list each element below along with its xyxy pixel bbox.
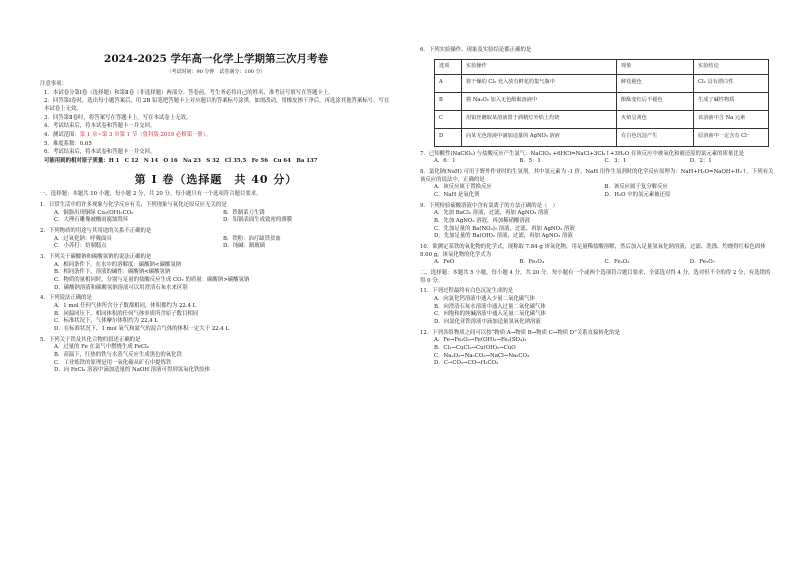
option: D．C→CO₂→CO→H₂CO₃ (434, 360, 499, 367)
table-cell: 火焰呈黄色 (617, 110, 694, 128)
table-cell: 向某无色溶液中滴加适量的 AgNO₃ 溶液 (462, 128, 617, 146)
option: D．向氯化亚铁溶液中滴加适量氢氧化钠溶液 (434, 319, 541, 326)
question-stem: 12．下列各组物质之间可以按“物质 A→物质 B→物质 C→物质 D”关系直接转化的是 (420, 329, 621, 336)
option: A．Fe→Fe₂O₃→Fe(OH)₃→Fe₂(SO₄)₃ (434, 337, 527, 344)
option: B．高温下，红热的铁与水蒸气反应生成黑色的氧化铁 (54, 352, 182, 359)
option: C．Fe₂O₃ (604, 259, 630, 266)
question-stem: 1．日常生活中的许多现象与化学反应有关，下列现象与氧化还原反应无关的是 (40, 202, 227, 208)
table-cell: C (435, 110, 462, 128)
option: B．铁粉：治疗缺铁贫血 (223, 235, 281, 242)
table-cell: Cl₂ 具有漂白性 (694, 74, 769, 92)
table-header-cell: 选项 (435, 59, 462, 74)
table-cell: B (435, 92, 462, 110)
option: C．标准状况下，气体摩尔体积约为 22.4 L (54, 318, 158, 325)
section-instruction: 一、选择题：本题共 10 小题，每小题 2 分，共 20 分。每小题只有一个选项符合题目要求。 (40, 191, 262, 198)
option: D．铝锅表面生成致密的薄膜 (223, 217, 293, 224)
option: A．相同条件下，在水中的溶解度：碳酸钠<碳酸氢钠 (54, 261, 182, 268)
option: C．大理石雕像被酸雨腐蚀毁坏 (54, 217, 129, 224)
table-cell: 原溶液中一定含有 Cl⁻ (694, 128, 769, 146)
question-stem: 5．下列关于铁及其化合物的叙述正确的是 (40, 336, 141, 343)
table-body (435, 74, 769, 146)
question-stem: 4．下列说法正确的是 (40, 295, 92, 302)
question-stem: 7．已知酸性(NaClO₃) 与盐酸反应产生氯气：NaClO₃ +6HCl=NaCl+3Cl₂↑+3H₂O 在该反应中被氧化和被还原的氯元素的质量比是 (420, 150, 745, 157)
options (420, 259, 775, 267)
option: A．1 mol 任何气体所含分子数都相同，体积都约为 22.4 L (54, 303, 197, 310)
experiment-table (434, 59, 769, 147)
table-cell: 用铂丝蘸取某溶液置于酒精灯外焰上灼烧 (462, 110, 617, 128)
question (420, 288, 775, 326)
table-header-cell: 现象 (617, 59, 694, 74)
options (420, 337, 775, 368)
section-title: 第 I 卷（选择题 共 40 分） (134, 172, 298, 186)
option: D．纯碱：制玻璃 (223, 243, 266, 250)
option: B．铁制菜刀生锈 (223, 209, 265, 216)
options (420, 210, 775, 241)
option: B．5：1 (519, 158, 541, 165)
question-stem: 8．氯化钠(NaH) 可用于野外作业时的生氢剂，其中氢元素为 -1 价。NaH 用作生氢剂时的化学反应原理为：NaH+H₂O=NaOH+H₂↑。下列有关该反应的说法中，正确的是 (420, 169, 774, 183)
option: A．该反应属于置换反应 (434, 184, 492, 191)
option: A．向氯化钙溶液中通入少量二氧化碳气体 (434, 296, 535, 303)
question-stem: 10．欲测定某铁的氧化物的化学式，现称取 7.84 g 该氧化物，用足量稀盐酸溶解，然后加入足量氢氧化钠溶液，过滤、洗涤、灼烧得红棕色固体 8.00 g，该氧化物的化学式为 (420, 244, 766, 258)
left-column (40, 38, 392, 375)
option: D．2：1 (689, 158, 712, 165)
table-cell: 有白色沉淀产生 (617, 128, 694, 146)
option: A．先加 BaCl₂ 溶液，过滤，再加 AgNO₃ 溶液 (434, 210, 549, 217)
options (40, 262, 392, 293)
option: A．FeO (434, 259, 455, 266)
option: A．6：1 (434, 158, 456, 165)
note-scope: 4．测试范围：第 1 章~第 3 章第 1 节（鲁科版 2019 必修第一册）。 (44, 132, 211, 139)
table-row (435, 128, 769, 146)
option: B．相同条件下，溶液的碱性：碳酸钠<碳酸氢钠 (54, 269, 171, 276)
right-column (420, 44, 775, 368)
question (420, 330, 775, 368)
question (420, 203, 775, 241)
note-item: 2．回答第Ⅰ卷时，选出每小题答案后，用 2B 铅笔把答题卡上对应题目的答案标号涂黑。如需改动，用橡皮擦干净后，再选涂其他答案标号。写在本试卷上无效。 (44, 98, 390, 113)
options (420, 296, 775, 327)
table-cell: D (435, 128, 462, 146)
option: B．向澄清石灰水溶液中通入过量二氧化碳气体 (434, 303, 546, 310)
option: D．H₂O 中的氢元素被还原 (604, 192, 671, 199)
option: C．物质的量相同时，分别与足量的盐酸反应生成 CO₂ 的质量：碳酸钠>碳酸氢钠 (54, 277, 250, 284)
table-cell: 生成了碱性物质 (694, 92, 769, 110)
options (420, 184, 775, 199)
options (40, 210, 392, 225)
note-item: 4．考试结束后，将本试卷和答题卡一并交回。 (44, 123, 156, 130)
options (40, 344, 392, 375)
option: B．Fe₃O₄ (519, 259, 544, 266)
table-header-cell: 实验操作 (462, 59, 617, 74)
options (40, 303, 392, 334)
question-stem: 9．下列检验硫酸溶液中含有氯离子的方法正确的是（ ） (420, 202, 559, 209)
option: B．Cl₂→CuCl₂→Cu(OH)₂→CuO (434, 345, 516, 352)
notes-list (40, 90, 392, 131)
option: D．向 FeCl₃ 溶液中滴加适量的 NaOH 溶液可得到氢氧化铁胶体 (54, 367, 211, 374)
question (40, 295, 392, 333)
exam-info: （考试时间：90 分钟 试卷满分：100 分） (166, 68, 266, 75)
option: A．过量的 Fe 在氯气中燃烧生成 FeCl₂ (54, 344, 150, 351)
right-questions (420, 151, 775, 267)
question-stem: 3．下列关于碳酸钠和碳酸氢钠的说法正确的是 (40, 254, 152, 261)
table-header-cell: 实验结论 (694, 59, 769, 74)
option: B．同温同压下，相同体积的任何气体单质所含原子数目相同 (54, 310, 199, 317)
section2-instruction: 二、选择题：本题共 5 小题，每小题 4 分，共 20 分。每小题有一个或两个选项符合题目要求，全部选对得 4 分，选对但不全的得 2 分，有选错的得 0 分。 (420, 270, 771, 284)
right-questions-2 (420, 288, 775, 368)
atomic-masses: 可能用到的相对原子质量：H 1 C 12 N 14 O 16 Na 23 S 32 Cl 35.5 Fe 56 Cu 64 Ba 137 (44, 158, 318, 165)
option: B．先加 AgNO₃ 溶液，再加稀硝酸溶液 (434, 218, 531, 225)
question (420, 244, 775, 267)
option: D．碳酸钠溶液和碳酸氢钠溶液可以用澄清石灰水来区别 (54, 284, 188, 291)
question (40, 254, 392, 292)
note-item: 1．本试卷分第Ⅰ卷（选择题）和第Ⅱ卷（非选择题）两部分。答卷前，考生务必将自己的姓名、准考证号填写在答题卡上。 (44, 89, 334, 96)
option: D．Fe₅O₇ (689, 259, 715, 266)
question (40, 228, 392, 251)
option: C．先加足量的 Ba(NO₃)₂ 溶液，过滤，再加 AgNO₃ 溶液 (434, 225, 575, 232)
question (40, 337, 392, 375)
table-cell: A (435, 74, 462, 92)
table-cell: 该溶液中含 Na 元素 (694, 110, 769, 128)
option: A．铜器出现铜绿 Cu₂(OH)₂CO₃ (54, 209, 134, 216)
table-cell: 将 Na₂O₂ 加入无色酚酞溶液中 (462, 92, 617, 110)
question (40, 202, 392, 225)
table-header-row (435, 59, 769, 74)
question-stem: 2．下列物质的用途与其用途的关系不正确的是 (40, 228, 152, 235)
table-cell: 酚酞变红后不褪色 (617, 92, 694, 110)
table-row (435, 74, 769, 92)
question (420, 169, 775, 200)
note-return: 6．考试结束后，将本试卷和答题卡一并交回。 (44, 149, 156, 156)
option: C．Na₂O₂→Na₂CO₃→NaCl→Na₂CO₃ (434, 352, 530, 359)
scope-highlight: 第 1 章~第 3 章第 1 节（鲁科版 2019 必修第一册）。 (79, 132, 211, 139)
notes-title: 注意事项： (40, 81, 67, 87)
table-row (435, 110, 769, 128)
option: C．NaH 是氧化剂 (434, 192, 480, 199)
option: C．工业炼铁的原理是用一氧化碳从矿石中提炼铁 (54, 359, 172, 366)
options (420, 158, 775, 166)
left-questions (40, 202, 392, 375)
question-stem: 6．下列实验操作、现象及实验结论都正确的是 (420, 47, 532, 53)
note-difficulty: 5．难度系数：0.65 (44, 140, 92, 147)
table-row (435, 92, 769, 110)
option: A．过氧化钠：呼吸面具 (54, 235, 112, 242)
table-cell: 将干燥的 Cl₂ 充入放有鲜花的集气瓶中 (462, 74, 617, 92)
option: C．3：1 (604, 158, 627, 165)
exam-title: 2024-2025 学年高一化学上学期第三次月考卷 (104, 53, 328, 65)
note-item: 3．回答第Ⅱ卷时，将答案写在答题卡上。写在本试卷上无效。 (44, 114, 192, 121)
option: D．先加足量的 Ba(OH)₂ 溶液，过滤，再加 AgNO₃ 溶液 (434, 233, 573, 240)
table-cell: 鲜花褪色 (617, 74, 694, 92)
option: D．在标准状况下，1 mol 氧气和氮气的混合气体的体积一定大于 22.4 L (54, 326, 230, 333)
option: C．小苏打：焙制糕点 (54, 243, 107, 250)
options (40, 236, 392, 251)
option: B．该反应属于复分解反应 (604, 184, 668, 191)
option: C．向饱和的纯碱溶液中通入足量二氧化碳气体 (434, 311, 546, 318)
question-stem: 11．下列过程最终有白色沉淀生成的是 (420, 288, 514, 295)
question (420, 151, 775, 166)
